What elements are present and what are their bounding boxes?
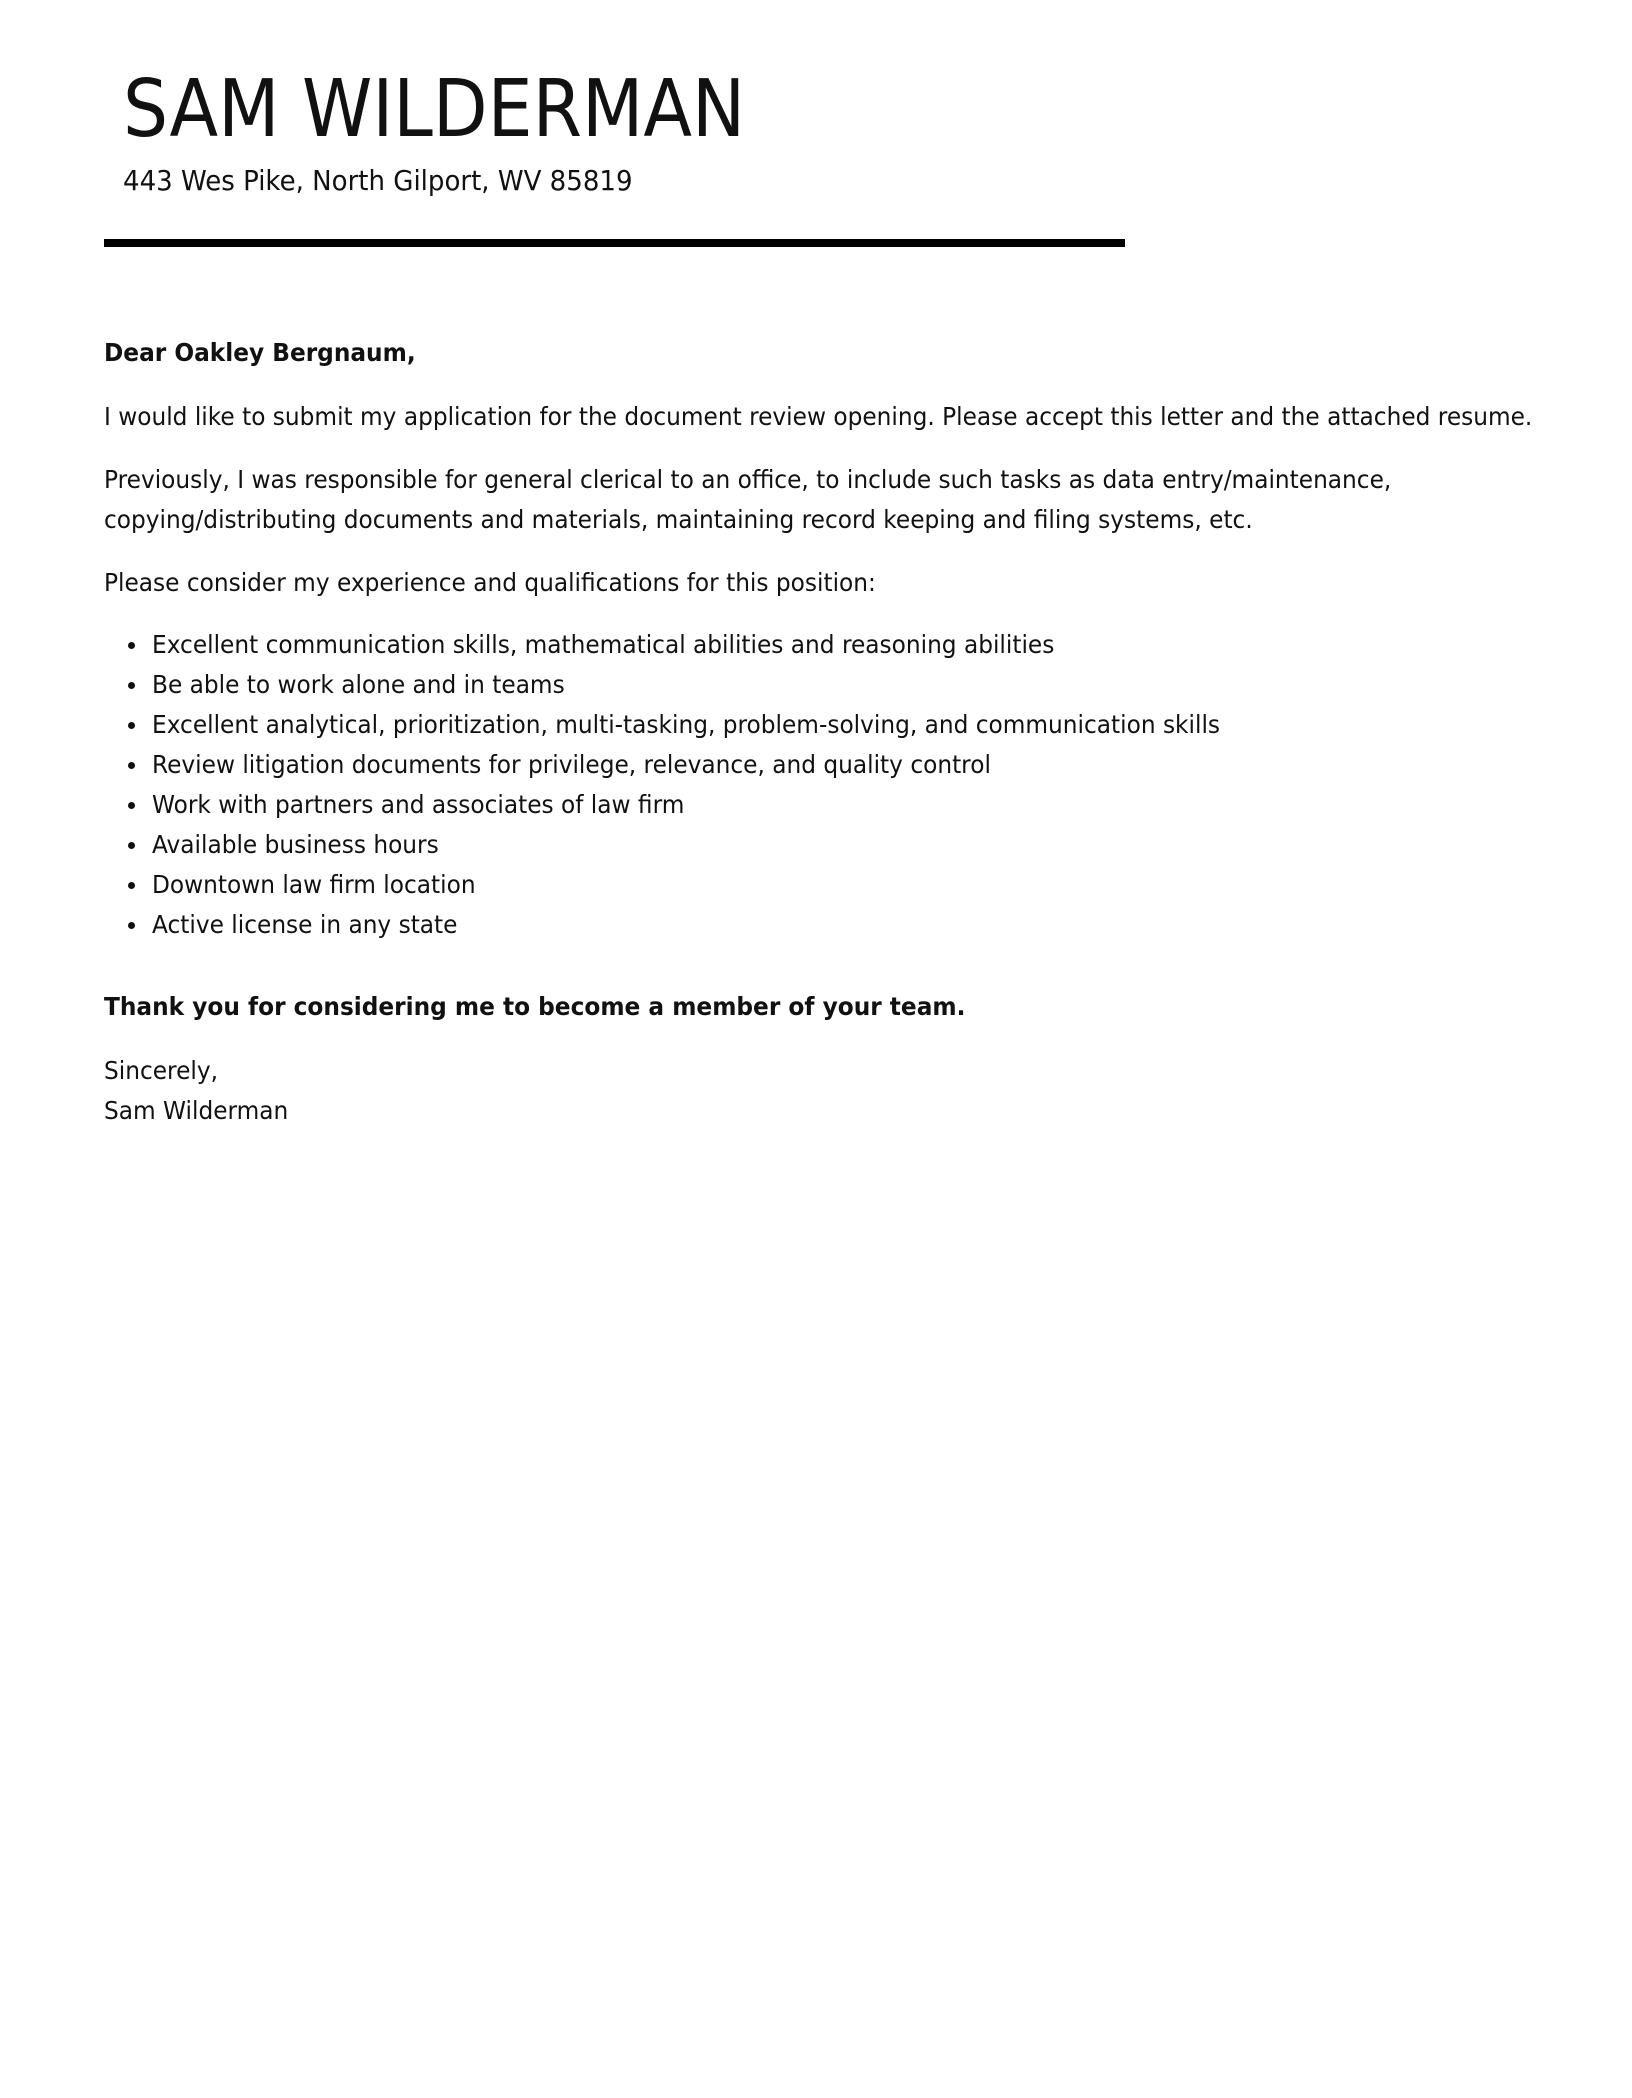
bullet-icon	[128, 762, 135, 769]
bullet-icon	[128, 922, 135, 929]
list-item	[104, 745, 1524, 785]
list-item-text: Review litigation documents for privilege, relevance, and quality control	[152, 750, 991, 779]
list-item-text: Be able to work alone and in teams	[152, 670, 565, 699]
list-item	[104, 665, 1524, 705]
bullet-icon	[128, 682, 135, 689]
signer-name: Sam Wilderman	[104, 1096, 289, 1125]
bullet-icon	[128, 882, 135, 889]
experience-paragraph: Previously, I was responsible for general clerical to an office, to include such tasks as data entry/maintenance, copying/distributing documents and materials, maintaining record keeping and filing systems, etc.	[104, 465, 1392, 534]
bullet-icon	[128, 842, 135, 849]
header-divider	[104, 239, 1125, 247]
thank-you-line: Thank you for considering me to become a member of your team.	[104, 992, 966, 1021]
qualifications-intro: Please consider my experience and qualifications for this position:	[104, 568, 876, 597]
qualifications-list	[104, 625, 1524, 945]
bullet-icon	[128, 722, 135, 729]
list-item	[104, 705, 1524, 745]
applicant-name: SAM WILDERMAN	[123, 63, 746, 155]
bullet-icon	[128, 802, 135, 809]
list-item-text: Excellent communication skills, mathematical abilities and reasoning abilities	[152, 630, 1055, 659]
closing: Sincerely,	[104, 1056, 219, 1085]
intro-paragraph: I would like to submit my application for the document review opening. Please accept this letter and the attached resume.	[104, 402, 1533, 431]
list-item-text: Active license in any state	[152, 910, 458, 939]
list-item-text: Downtown law firm location	[152, 870, 476, 899]
list-item	[104, 865, 1524, 905]
list-item-text: Excellent analytical, prioritization, multi-tasking, problem-solving, and communication skills	[152, 710, 1221, 739]
letter-header	[123, 63, 1123, 197]
list-item-text: Work with partners and associates of law firm	[152, 790, 685, 819]
list-item	[104, 785, 1524, 825]
letter-body	[104, 333, 1533, 1131]
bullet-icon	[128, 642, 135, 649]
list-item	[104, 905, 1524, 945]
list-item	[104, 625, 1524, 665]
applicant-address: 443 Wes Pike, North Gilport, WV 85819	[123, 164, 633, 197]
list-item	[104, 825, 1524, 865]
list-item-text: Available business hours	[152, 830, 439, 859]
salutation: Dear Oakley Bergnaum,	[104, 338, 416, 367]
